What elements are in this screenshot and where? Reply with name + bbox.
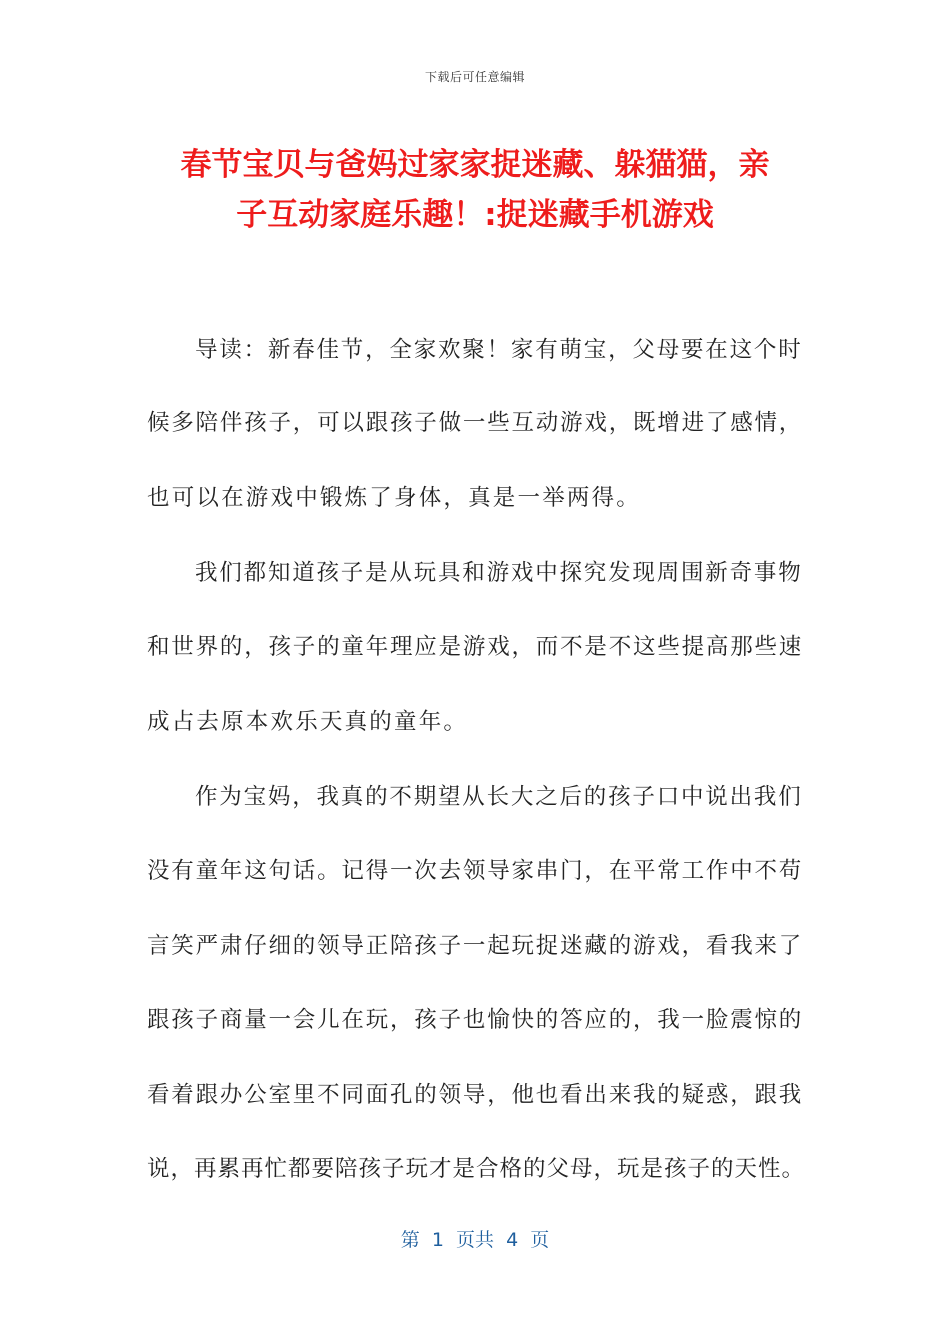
paragraph-3-line-5: 看着跟办公室里不同面孔的领导，他也看出来我的疑惑，跟我: [147, 1082, 804, 1108]
paragraph-1-line-2: 候多陪伴孩子，可以跟孩子做一些互动游戏，既增进了感情，: [147, 410, 804, 436]
document-title: [150, 140, 800, 240]
paragraph-3-line-4: 跟孩子商量一会儿在玩，孩子也愉快的答应的，我一脸震惊的: [147, 1007, 804, 1033]
page-number-footer: 第 1 页共 4 页: [400, 1229, 550, 1251]
paragraph-3-line-6: 说，再累再忙都要陪孩子玩才是合格的父母，玩是孩子的天性。: [147, 1156, 806, 1182]
paragraph-2-line-1: 我们都知道孩子是从玩具和游戏中探究发现周围新奇事物: [195, 560, 803, 586]
paragraph-3-line-3: 言笑严肃仔细的领导正陪孩子一起玩捉迷藏的游戏，看我来了: [147, 933, 804, 959]
paragraph-3-line-1: 作为宝妈，我真的不期望从长大之后的孩子口中说出我们: [195, 784, 803, 810]
paragraph-1-line-1: 导读：新春佳节，全家欢聚！家有萌宝，父母要在这个时: [195, 337, 803, 363]
paragraph-1-line-3: 也可以在游戏中锻炼了身体，真是一举两得。: [147, 485, 642, 511]
paragraph-2-line-2: 和世界的，孩子的童年理应是游戏，而不是不这些提高那些速: [147, 634, 804, 660]
paragraph-2-line-3: 成占去原本欢乐天真的童年。: [147, 709, 469, 735]
header-note: 下载后可任意编辑: [424, 70, 525, 84]
title-line-2: 子互动家庭乐趣！:捉迷藏手机游戏: [236, 197, 714, 233]
paragraph-3-line-2: 没有童年这句话。记得一次去领导家串门，在平常工作中不苟: [147, 858, 804, 884]
title-line-1: 春节宝贝与爸妈过家家捉迷藏、躲猫猫，亲: [180, 147, 770, 183]
